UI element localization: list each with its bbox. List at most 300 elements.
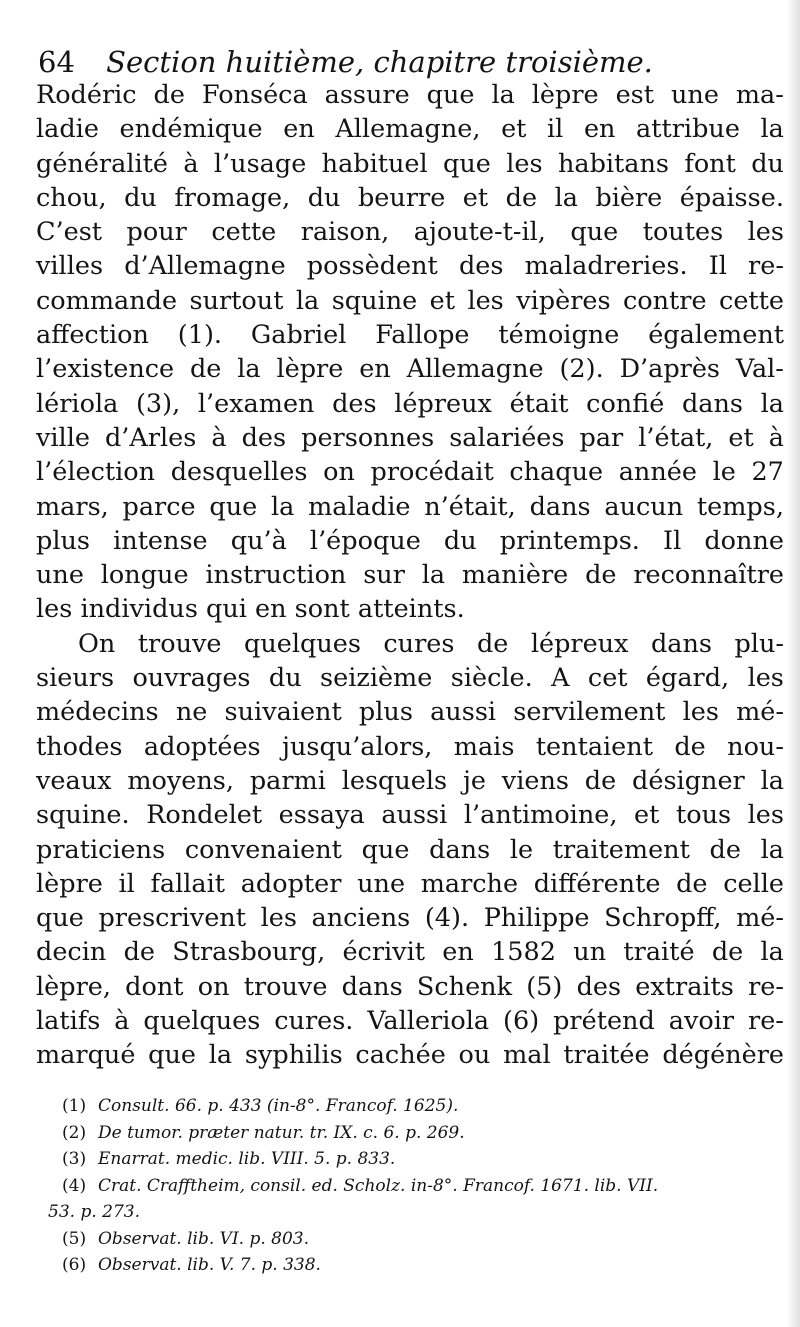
text-line bbox=[36, 661, 784, 695]
word: possèdent bbox=[306, 251, 438, 282]
word: Fonséca bbox=[201, 80, 308, 110]
word: suivaient bbox=[224, 697, 342, 728]
word: de bbox=[585, 560, 617, 591]
word: prétend bbox=[553, 1006, 655, 1037]
text-line bbox=[36, 970, 784, 1004]
word: (3), bbox=[135, 388, 181, 419]
word: A bbox=[551, 663, 570, 694]
footnote-text: Consult. 66. p. 433 (in-8°. Francof. 1625). bbox=[98, 1096, 459, 1116]
word: également bbox=[648, 320, 784, 351]
word: bière bbox=[595, 182, 663, 213]
word: convenaient bbox=[184, 834, 342, 865]
word: 1582 bbox=[491, 937, 556, 968]
word: du bbox=[751, 148, 784, 179]
word: en bbox=[583, 114, 616, 145]
word: on bbox=[323, 457, 355, 488]
word: des bbox=[241, 422, 287, 453]
word: D’après bbox=[619, 354, 721, 385]
word: temps, bbox=[696, 491, 784, 522]
word: généralité bbox=[36, 148, 168, 179]
word: trouve bbox=[137, 628, 222, 659]
word: l’état, bbox=[638, 422, 714, 453]
word: les bbox=[747, 800, 784, 831]
word: squine. bbox=[36, 800, 130, 831]
word: fromage, bbox=[174, 182, 291, 213]
word: les bbox=[467, 285, 504, 316]
word: la bbox=[421, 560, 446, 591]
word: (4). bbox=[424, 903, 470, 934]
word: mais bbox=[453, 731, 515, 762]
word: Il bbox=[663, 525, 682, 556]
word: à bbox=[183, 148, 199, 179]
word: celle bbox=[723, 868, 784, 899]
footnote-text: 53. p. 273. bbox=[48, 1202, 140, 1222]
word: personnes bbox=[301, 422, 435, 453]
word: ouvrages bbox=[132, 663, 251, 694]
word: la bbox=[760, 114, 784, 145]
word: dans bbox=[341, 971, 403, 1002]
word: desquelles bbox=[170, 457, 308, 488]
word: est bbox=[615, 80, 655, 110]
word: syphilis bbox=[244, 1040, 343, 1071]
word: et bbox=[634, 800, 660, 831]
word: sont bbox=[294, 594, 358, 625]
word: je bbox=[462, 765, 486, 796]
word: printemps. bbox=[499, 525, 640, 556]
word: plu- bbox=[734, 628, 784, 659]
footnote-number: (6) bbox=[62, 1255, 87, 1275]
word: raison, bbox=[300, 217, 390, 248]
word: Allemagne bbox=[406, 354, 544, 385]
word: Allemagne, bbox=[335, 114, 481, 145]
word: donne bbox=[704, 525, 784, 556]
word: Gabriel bbox=[250, 320, 347, 351]
word: que bbox=[209, 491, 258, 522]
word: de bbox=[189, 354, 222, 385]
running-head bbox=[38, 42, 778, 82]
word: adopter bbox=[240, 868, 342, 899]
word: beurre bbox=[357, 182, 446, 213]
word: manière bbox=[461, 560, 569, 591]
footnote-text: Observat. lib. VI. p. 803. bbox=[98, 1228, 310, 1249]
word: nou- bbox=[727, 731, 784, 762]
text-line bbox=[36, 421, 784, 455]
word: qui bbox=[206, 594, 256, 625]
word: vipères bbox=[516, 285, 611, 316]
text-line bbox=[36, 867, 784, 901]
word: en bbox=[359, 354, 391, 385]
word: d’Arles bbox=[104, 422, 197, 453]
text-line bbox=[36, 490, 784, 524]
text-line bbox=[36, 730, 784, 764]
word: lèpre bbox=[276, 354, 344, 385]
word: aussi bbox=[381, 800, 448, 831]
text-line bbox=[36, 833, 784, 867]
text-line bbox=[36, 318, 784, 352]
word: désigner bbox=[632, 765, 745, 796]
text-line bbox=[36, 147, 784, 181]
word: thodes bbox=[36, 731, 123, 762]
running-head-title: Section huitième, chapitre troisième. bbox=[106, 45, 653, 79]
word: jusqu’alors, bbox=[282, 731, 433, 762]
word: villes bbox=[36, 251, 104, 282]
text-line bbox=[36, 112, 784, 146]
word: dans bbox=[429, 834, 491, 865]
word: seizième bbox=[320, 663, 433, 694]
word: l’élection bbox=[36, 457, 156, 488]
text-line bbox=[36, 764, 784, 798]
page-edge-shadow bbox=[786, 0, 800, 1327]
text-line bbox=[36, 1038, 784, 1072]
paragraph-1 bbox=[36, 78, 784, 627]
word: mé- bbox=[736, 697, 784, 728]
word: la bbox=[491, 80, 515, 110]
word: Val- bbox=[735, 354, 784, 385]
word: en bbox=[442, 937, 474, 968]
word: salariées bbox=[449, 422, 565, 453]
word: et bbox=[728, 422, 754, 453]
word: Rondelet bbox=[146, 800, 263, 831]
word: que bbox=[361, 834, 410, 865]
word: lèpre bbox=[36, 868, 103, 899]
word: dégénère bbox=[662, 1040, 784, 1071]
word: siècle. bbox=[450, 663, 533, 694]
word: squine bbox=[331, 285, 418, 316]
word: que bbox=[443, 148, 491, 179]
word: l’époque bbox=[309, 525, 421, 556]
word: aucun bbox=[604, 491, 684, 522]
word: decin bbox=[36, 937, 107, 968]
word: que bbox=[148, 1040, 197, 1071]
word: l’usage bbox=[213, 148, 307, 179]
word: Philippe bbox=[483, 903, 590, 934]
word: on bbox=[197, 971, 230, 1002]
word: Schropff, bbox=[604, 903, 722, 934]
word: cet bbox=[587, 663, 628, 694]
word: procédait bbox=[370, 457, 494, 488]
word: fallait bbox=[150, 868, 226, 899]
word: la bbox=[295, 285, 320, 316]
footnote-number: (3) bbox=[62, 1149, 87, 1169]
word: dans bbox=[529, 491, 591, 522]
word: mal bbox=[503, 1040, 551, 1071]
word: les bbox=[747, 663, 784, 694]
word: attribue bbox=[636, 114, 740, 145]
word: et bbox=[462, 182, 489, 213]
word: lèpre bbox=[531, 80, 599, 110]
word: la bbox=[208, 1040, 233, 1071]
word: épaisse. bbox=[679, 182, 784, 213]
word: la bbox=[760, 765, 784, 796]
word: de bbox=[584, 765, 617, 796]
word: Il bbox=[708, 251, 727, 282]
word: endémique bbox=[119, 114, 263, 145]
word: re- bbox=[748, 1006, 784, 1037]
paragraph-2 bbox=[36, 627, 784, 1073]
text-line bbox=[36, 181, 784, 215]
word: plus bbox=[36, 525, 90, 556]
word: latifs bbox=[36, 1006, 101, 1037]
word: reconnaître bbox=[633, 560, 784, 591]
word: anciens bbox=[311, 903, 411, 934]
word: cachée bbox=[355, 1040, 446, 1071]
footnote-text: Crat. Crafftheim, consil. ed. Scholz. in-8°. Francof. 1671. lib. VII. bbox=[98, 1175, 659, 1196]
word: un bbox=[573, 937, 607, 968]
word: lesquels bbox=[341, 765, 448, 796]
word: individus bbox=[80, 594, 207, 625]
word: ou bbox=[458, 1040, 491, 1071]
word: traitée bbox=[563, 1040, 650, 1071]
word: de bbox=[676, 868, 708, 899]
word: parmi bbox=[249, 765, 326, 796]
word: ma- bbox=[735, 80, 784, 110]
word: praticiens bbox=[36, 834, 166, 865]
word: de bbox=[476, 628, 509, 659]
footnote-4-continuation bbox=[48, 1199, 778, 1226]
word: maladie bbox=[308, 491, 411, 522]
word: les bbox=[682, 697, 719, 728]
word: égard, bbox=[645, 663, 730, 694]
word: l’antimoine, bbox=[463, 800, 618, 831]
word: que bbox=[426, 80, 475, 110]
word: les bbox=[747, 217, 784, 248]
word: année bbox=[618, 457, 697, 488]
word: habitans bbox=[557, 148, 670, 179]
word: Schenk bbox=[416, 971, 513, 1002]
text-line bbox=[36, 78, 784, 112]
word: la bbox=[760, 834, 784, 865]
text-line bbox=[36, 935, 784, 969]
word: cures. bbox=[274, 1006, 354, 1037]
text-line bbox=[36, 627, 784, 661]
word: il bbox=[118, 868, 135, 899]
word: médecins bbox=[36, 697, 159, 728]
word: de bbox=[153, 80, 185, 110]
word: dans bbox=[650, 628, 712, 659]
word: chou, bbox=[36, 182, 107, 213]
word: pour bbox=[126, 217, 187, 248]
word: (1). bbox=[177, 320, 222, 351]
text-line bbox=[36, 215, 784, 249]
word: commande bbox=[36, 285, 178, 316]
word: de bbox=[505, 182, 538, 213]
word: mé- bbox=[736, 903, 784, 934]
word: de bbox=[711, 937, 744, 968]
footnote-6 bbox=[62, 1252, 778, 1279]
word: ville bbox=[36, 422, 90, 453]
word: cures bbox=[383, 628, 455, 659]
word: des bbox=[458, 251, 504, 282]
word: re- bbox=[748, 971, 784, 1002]
text-line bbox=[36, 1004, 784, 1038]
word: affection bbox=[36, 320, 149, 351]
word: surtout bbox=[189, 285, 284, 316]
footnote-number: (1) bbox=[62, 1096, 87, 1116]
text-line bbox=[36, 249, 784, 283]
word: dans bbox=[681, 388, 743, 419]
footnote-1 bbox=[62, 1093, 778, 1120]
word: écrivit bbox=[342, 937, 425, 968]
text-line bbox=[36, 798, 784, 832]
word: habituel bbox=[321, 148, 428, 179]
word: par bbox=[579, 422, 624, 453]
word: Strasbourg, bbox=[172, 937, 326, 968]
footnotes bbox=[48, 1093, 778, 1279]
word: la bbox=[554, 182, 578, 213]
word: de bbox=[674, 731, 706, 762]
word: et bbox=[429, 285, 455, 316]
word: lépreux bbox=[394, 388, 492, 419]
footnote-number: (4) bbox=[62, 1175, 87, 1196]
word: prescrivent bbox=[98, 903, 246, 934]
text-line bbox=[36, 558, 784, 592]
word: les bbox=[506, 148, 543, 179]
word: (5) bbox=[526, 971, 563, 1002]
word: instruction bbox=[205, 560, 347, 591]
word: à bbox=[114, 1006, 130, 1037]
word: mars, bbox=[36, 491, 109, 522]
text-line bbox=[36, 352, 784, 386]
word: ne bbox=[175, 697, 208, 728]
word: ladie bbox=[36, 114, 99, 145]
word: différente bbox=[533, 868, 661, 899]
word: en bbox=[283, 114, 315, 145]
word: il bbox=[547, 114, 564, 145]
word: était bbox=[509, 388, 569, 419]
footnote-number: (5) bbox=[62, 1228, 87, 1249]
word: à bbox=[211, 422, 227, 453]
word: la bbox=[237, 354, 261, 385]
text-line bbox=[36, 387, 784, 421]
footnote-number: (2) bbox=[62, 1122, 87, 1143]
word: marqué bbox=[36, 1040, 136, 1071]
footnote-text: Enarrat. medic. lib. VIII. 5. p. 833. bbox=[98, 1149, 396, 1169]
word: de bbox=[709, 834, 741, 865]
word: atteints. bbox=[357, 594, 465, 625]
word: quelques bbox=[143, 1006, 261, 1037]
word: l’existence bbox=[36, 354, 175, 385]
word: ajoute-t-il, bbox=[413, 217, 546, 248]
word: marche bbox=[420, 868, 519, 899]
word: la bbox=[760, 388, 784, 419]
word: chaque bbox=[509, 457, 604, 488]
word: Valleriola bbox=[367, 1006, 490, 1037]
word: viens bbox=[501, 765, 569, 796]
word: intense bbox=[113, 525, 208, 556]
word: à bbox=[768, 422, 784, 453]
text-line bbox=[36, 695, 784, 729]
word: 27 bbox=[751, 457, 784, 488]
text-line bbox=[36, 901, 784, 935]
word: maladreries. bbox=[524, 251, 688, 282]
word: (6) bbox=[503, 1006, 540, 1037]
word: les bbox=[260, 903, 297, 934]
word: qu’à bbox=[230, 525, 287, 556]
word: et bbox=[501, 114, 527, 145]
word: dont bbox=[125, 971, 184, 1002]
word: la bbox=[271, 491, 295, 522]
word: des bbox=[576, 971, 622, 1002]
word: du bbox=[124, 182, 157, 213]
word: Rodéric bbox=[36, 80, 137, 110]
footnote-2 bbox=[62, 1120, 778, 1147]
word: assure bbox=[324, 80, 410, 110]
word: la bbox=[760, 937, 784, 968]
word: traité bbox=[623, 937, 695, 968]
word: Fallope bbox=[375, 320, 470, 351]
word: d’Allemagne bbox=[124, 251, 286, 282]
word: sieurs bbox=[36, 663, 115, 694]
word: cette bbox=[719, 285, 784, 316]
word: sur bbox=[363, 560, 405, 591]
word: (2). bbox=[559, 354, 604, 385]
page-number: 64 bbox=[38, 45, 75, 79]
footnote-text: Observat. lib. V. 7. p. 338. bbox=[98, 1255, 321, 1275]
word: du bbox=[307, 182, 341, 213]
footnote-3 bbox=[62, 1146, 778, 1173]
word: plus bbox=[358, 697, 413, 728]
word: les bbox=[36, 594, 81, 625]
footnote-4 bbox=[62, 1173, 778, 1200]
word: moyens, bbox=[127, 765, 234, 796]
word: cette bbox=[211, 217, 277, 248]
word: font bbox=[684, 148, 736, 179]
text-line bbox=[36, 592, 784, 626]
footnote-text: De tumor. præter natur. tr. IX. c. 6. p. 269. bbox=[98, 1122, 465, 1143]
word: tous bbox=[675, 800, 732, 831]
word: veaux bbox=[36, 765, 112, 796]
word: de bbox=[123, 937, 155, 968]
word: avoir bbox=[668, 1006, 735, 1037]
word: que bbox=[36, 903, 84, 934]
word: l’examen bbox=[197, 388, 315, 419]
word: toutes bbox=[642, 217, 724, 248]
word: contre bbox=[623, 285, 707, 316]
word: témoigne bbox=[498, 320, 620, 351]
word: parce bbox=[122, 491, 196, 522]
body-text bbox=[36, 78, 784, 1073]
word: adoptées bbox=[143, 731, 261, 762]
word: des bbox=[332, 388, 377, 419]
word: lériola bbox=[36, 388, 119, 419]
text-line bbox=[36, 455, 784, 489]
word: le bbox=[509, 834, 534, 865]
footnote-5 bbox=[62, 1226, 778, 1253]
word: une bbox=[670, 80, 719, 110]
word: traitement bbox=[552, 834, 690, 865]
word: aussi bbox=[430, 697, 497, 728]
word: du bbox=[268, 663, 302, 694]
word: re- bbox=[748, 251, 784, 282]
word: une bbox=[357, 868, 406, 899]
word: trouve bbox=[243, 971, 328, 1002]
word: On bbox=[78, 628, 116, 659]
word: le bbox=[712, 457, 736, 488]
word: une bbox=[36, 560, 84, 591]
word: en bbox=[255, 594, 295, 625]
text-line bbox=[36, 524, 784, 558]
word: lèpre, bbox=[36, 971, 111, 1002]
word: que bbox=[570, 217, 619, 248]
word: tentaient bbox=[535, 731, 653, 762]
word: essaya bbox=[278, 800, 365, 831]
word: quelques bbox=[244, 628, 361, 659]
text-line bbox=[36, 284, 784, 318]
word: C’est bbox=[36, 217, 103, 248]
word: confié bbox=[586, 388, 665, 419]
word: n’était, bbox=[424, 491, 516, 522]
word: du bbox=[443, 525, 477, 556]
